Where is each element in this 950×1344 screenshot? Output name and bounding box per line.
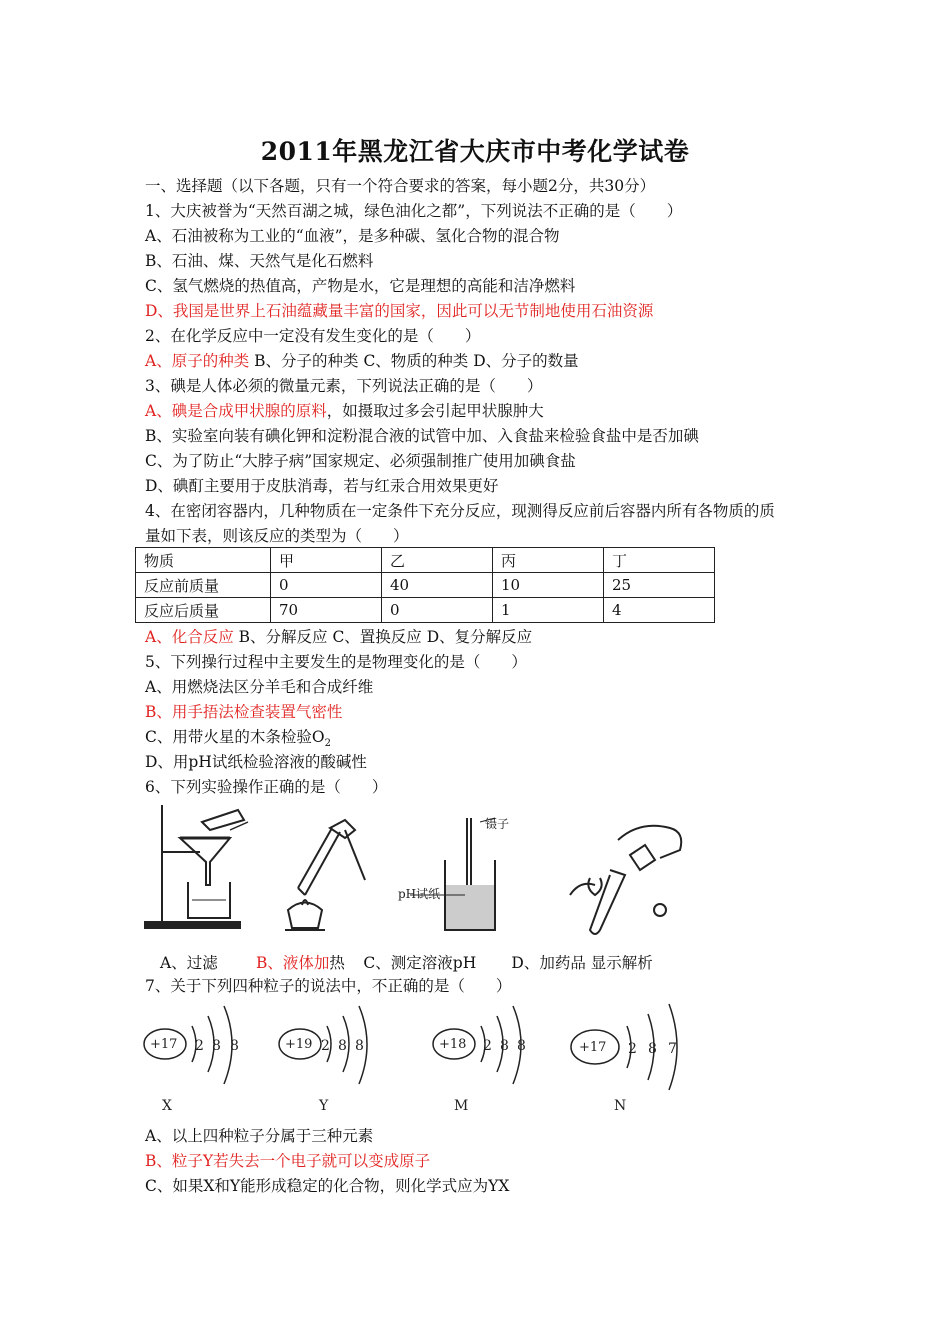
q2-options: [145, 351, 579, 371]
particle-label: Y: [319, 1098, 329, 1114]
adding-reagent-figure: [570, 826, 681, 934]
shell-electrons: 2: [321, 1038, 330, 1054]
table-cell: 乙: [382, 548, 493, 573]
q7-stem: 7、关于下列四种粒子的说法中，不正确的是（ ）: [145, 977, 512, 995]
shell-electrons: 2: [195, 1038, 204, 1054]
q6-figure-captions: [160, 951, 653, 973]
q1-stem: 1、大庆被誉为“天然百湖之城，绿色油化之都”，下列说法不正确的是（ ）: [145, 202, 683, 220]
table-cell: 70: [271, 598, 382, 623]
q7-option-c: C、如果X和Y能形成稳定的化合物，则化学式应为YX: [145, 1177, 510, 1195]
shell-electrons: 8: [230, 1038, 239, 1054]
q5-option-c: [145, 727, 331, 754]
q7-option-a: A、以上四种粒子分属于三种元素: [145, 1127, 374, 1145]
shell-electrons: 7: [668, 1041, 677, 1057]
q1-option-c: C、氢气燃烧的热值高，产物是水，它是理想的高能和洁净燃料: [145, 277, 576, 295]
q3-stem: 3、碘是人体必须的微量元素，下列说法正确的是（ ）: [145, 377, 543, 395]
table-cell: 1: [493, 598, 604, 623]
q5-option-b-answer: B、用手捂法检查装置气密性: [145, 703, 343, 721]
nucleus-charge: +19: [285, 1037, 313, 1052]
particle-y-diagram: [279, 1006, 367, 1114]
shell-electrons: 8: [338, 1038, 347, 1054]
q2-answer: A、原子的种类: [145, 352, 250, 370]
table-row: [136, 598, 715, 623]
table-cell: 0: [382, 598, 493, 623]
tweezers-label: 镊子: [485, 817, 510, 831]
table-cell: 0: [271, 573, 382, 598]
q6-experiment-figures: [140, 800, 700, 945]
caption-c: C、测定溶液pH: [363, 954, 477, 972]
shell-electrons: 2: [483, 1038, 492, 1054]
q7-particle-diagrams: [140, 1000, 710, 1120]
q5-option-a: A、用燃烧法区分羊毛和合成纤维: [145, 678, 374, 696]
shell-electrons: 8: [517, 1038, 526, 1054]
q4-answer: A、化合反应: [145, 628, 234, 646]
q7-option-b-answer: B、粒子Y若失去一个电子就可以变成原子: [145, 1152, 431, 1170]
table-cell: 反应后质量: [136, 598, 271, 623]
particle-m-diagram: [433, 1006, 526, 1114]
ph-paper-label: pH试纸: [398, 887, 441, 901]
table-cell: 甲: [271, 548, 382, 573]
q3-option-b: B、实验室向装有碘化钾和淀粉混合液的试管中加、入食盐来检验食盐中是否加碘: [145, 427, 699, 445]
caption-b-answer: B、液体加: [256, 954, 330, 972]
table-cell: 物质: [136, 548, 271, 573]
page-title: 2011年黑龙江省大庆市中考化学试卷: [260, 137, 690, 166]
q3-option-c: C、为了防止“大脖子病”国家规定、必须强制推广使用加碘食盐: [145, 452, 576, 470]
q3-option-a-rest: ，如摄取过多会引起甲状腺肿大: [326, 402, 544, 420]
table-cell: 丙: [493, 548, 604, 573]
q4-mass-table: [135, 547, 715, 623]
q4-stem-line2: 量如下表，则该反应的类型为（ ）: [145, 527, 409, 545]
caption-b-tail: 热: [329, 954, 345, 972]
table-cell: 4: [604, 598, 715, 623]
caption-a: A、过滤: [160, 954, 218, 972]
shell-electrons: 8: [500, 1038, 509, 1054]
q4-stem-line1: 4、在密闭容器内，几种物质在一定条件下充分反应，现测得反应前后容器内所有各物质的质: [145, 502, 775, 520]
particle-label: M: [454, 1098, 469, 1114]
particle-label: N: [614, 1098, 627, 1114]
q5-option-c-text: C、用带火星的木条检验O: [145, 728, 325, 746]
shell-electrons: 8: [212, 1038, 221, 1054]
particle-label: X: [162, 1098, 172, 1114]
shell-electrons: 2: [628, 1041, 637, 1057]
caption-d: D、加药品 显示解析: [511, 954, 653, 972]
section-heading: 一、选择题（以下各题，只有一个符合要求的答案，每小题2分，共30分）: [145, 177, 656, 195]
heating-liquid-figure: [285, 820, 365, 930]
nucleus-charge: +18: [439, 1037, 467, 1052]
q2-other-options: B、分子的种类 C、物质的种类 D、分子的数量: [249, 352, 579, 370]
q6-stem: 6、下列实验操作正确的是（ ）: [145, 778, 388, 796]
table-row: [136, 573, 715, 598]
q2-stem: 2、在化学反应中一定没有发生变化的是（ ）: [145, 327, 481, 345]
table-cell: 反应前质量: [136, 573, 271, 598]
q3-option-d: D、碘酊主要用于皮肤消毒，若与红汞合用效果更好: [145, 477, 499, 495]
q1-option-b: B、石油、煤、天然气是化石燃料: [145, 252, 374, 270]
filtration-apparatus-figure: [145, 805, 248, 928]
q5-option-d: D、用pH试纸检验溶液的酸碱性: [145, 753, 367, 771]
q4-other-options: B、分解反应 C、置换反应 D、复分解反应: [233, 628, 533, 646]
table-cell: 丁: [604, 548, 715, 573]
table-cell: 10: [493, 573, 604, 598]
q3-option-a: [145, 401, 544, 421]
table-row: [136, 548, 715, 573]
ph-measurement-figure: [410, 818, 495, 930]
shell-electrons: 8: [648, 1041, 657, 1057]
table-cell: 40: [382, 573, 493, 598]
q4-options: [145, 627, 532, 647]
subscript: 2: [324, 738, 331, 750]
table-cell: 25: [604, 573, 715, 598]
q1-option-a: A、石油被称为工业的“血液”，是多种碳、氢化合物的混合物: [145, 227, 560, 245]
shell-electrons: 8: [355, 1038, 364, 1054]
nucleus-charge: +17: [150, 1037, 178, 1052]
q5-stem: 5、下列操行过程中主要发生的是物理变化的是（ ）: [145, 653, 527, 671]
particle-x-diagram: [144, 1006, 239, 1114]
q1-option-d-answer: D、我国是世界上石油蕴藏量丰富的国家，因此可以无节制地使用石油资源: [145, 302, 654, 320]
particle-n-diagram: [571, 1004, 677, 1114]
nucleus-charge: +17: [579, 1040, 607, 1055]
q3-answer: A、碘是合成甲状腺的原料: [145, 402, 327, 420]
